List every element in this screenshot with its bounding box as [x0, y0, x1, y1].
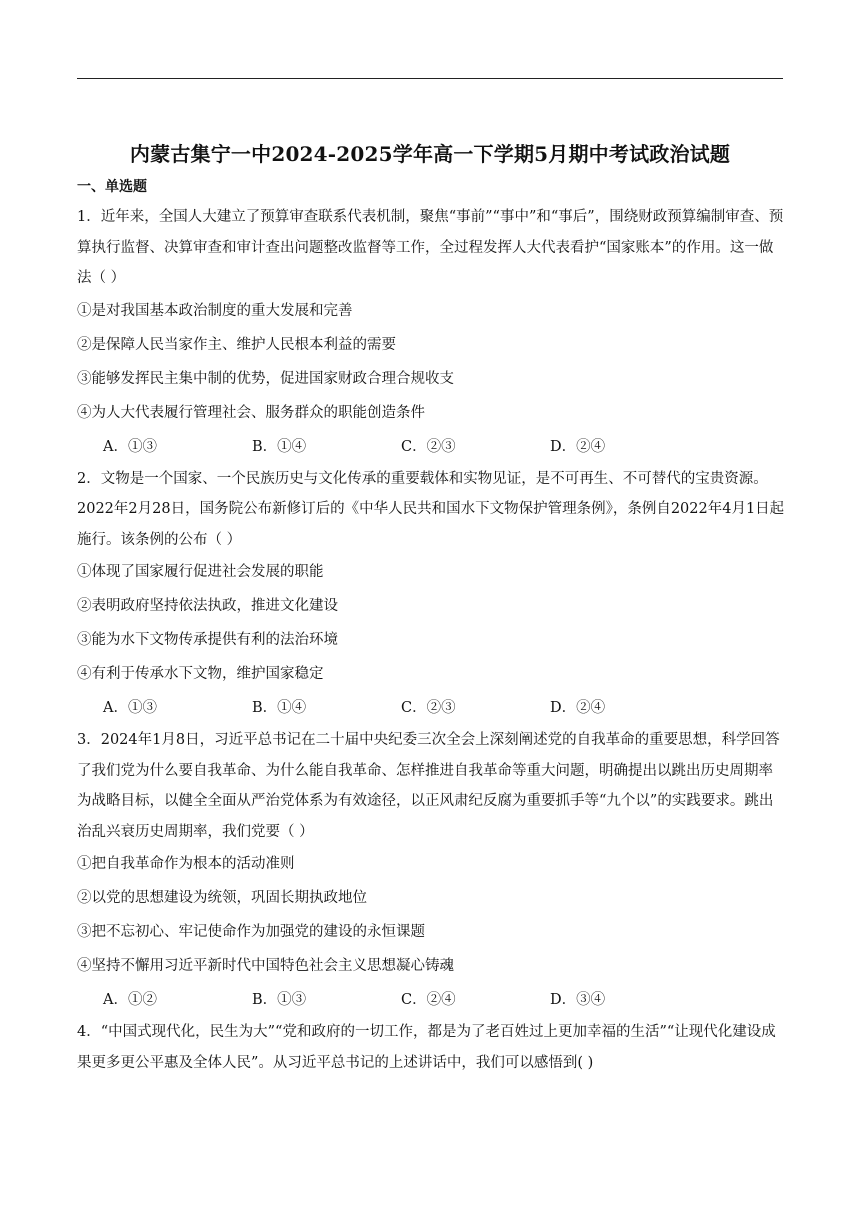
- statement-option: ③把不忘初心、牢记使命作为加强党的建设的永恒课题: [77, 924, 425, 940]
- question-2: [77, 464, 787, 726]
- choice-d: D．②④: [550, 700, 606, 716]
- statement-option: ①是对我国基本政治制度的重大发展和完善: [77, 302, 353, 319]
- question-stem: 3．2024年1月8日，习近平总书记在二十届中央纪委三次全会上深刻阐述党的自我革命的重要思想，科学回答了我们党为什么要自我革命、为什么能自我革命、怎样推进自我革命等重大问题，明确提出以跳出历史周期率为战略目标，以健全全面从严治党体系为有效途径，以正风肃纪反腐为重要抓手等“九个以”的实践要求。跳出治乱兴衰历史周期率，我们党要（ ）: [77, 732, 780, 840]
- section-heading: 一、单选题: [77, 179, 147, 195]
- choice-c: C．②③: [401, 438, 456, 455]
- question-list: [77, 202, 787, 1078]
- statement-option: ③能够发挥民主集中制的优势，促进国家财政合理合规收支: [77, 370, 454, 387]
- choice-d: D．②④: [550, 438, 606, 455]
- choice-a: A．①③: [103, 700, 157, 716]
- choice-a: A．①③: [103, 438, 157, 455]
- choice-c: C．②④: [401, 992, 456, 1008]
- statement-option: ①体现了国家履行促进社会发展的职能: [77, 564, 324, 580]
- statement-option: ②是保障人民当家作主、维护人民根本利益的需要: [77, 336, 396, 353]
- statement-option: ③能为水下文物传承提供有利的法治环境: [77, 632, 338, 648]
- answer-choices: [77, 691, 787, 725]
- question-stem: 1．近年来，全国人大建立了预算审查联系代表机制，聚焦“事前”“事中”和“事后”，围绕财政预算编制审查、预算执行监督、决算审查和审计查出问题整改监督等工作，全过程发挥人大代表看护“国家账本”的作用。这一做法（ ）: [77, 209, 784, 286]
- statement-option: ④为人大代表履行管理社会、服务群众的职能创造条件: [77, 404, 425, 421]
- header-rule: [77, 78, 783, 79]
- answer-choices: [77, 430, 787, 464]
- question-1: [77, 202, 787, 464]
- choice-b: B．①④: [252, 700, 307, 716]
- question-4: [77, 1017, 787, 1078]
- choice-c: C．②③: [401, 700, 456, 716]
- page-title: 内蒙古集宁一中2024-2025学年高一下学期5月期中考试政治试题: [129, 142, 731, 166]
- statement-option: ④有利于传承水下文物，维护国家稳定: [77, 666, 324, 682]
- choice-b: B．①③: [252, 992, 307, 1008]
- answer-choices: [77, 983, 787, 1017]
- statement-option: ①把自我革命作为根本的活动准则: [77, 856, 295, 872]
- question-stem: 4．“中国式现代化，民生为大”“党和政府的一切工作，都是为了老百姓过上更加幸福的生活”“让现代化建设成果更多更公平惠及全体人民”。从习近平总书记的上述讲话中，我们可以感悟到( ): [77, 1024, 776, 1071]
- question-stem: 2．文物是一个国家、一个民族历史与文化传承的重要载体和实物见证，是不可再生、不可替代的宝贵资源。2022年2月28日，国务院公布新修订后的《中华人民共和国水下文物保护管理条例》，条例自2022年4月1日起施行。该条例的公布（ ）: [77, 470, 785, 548]
- statement-option: ②以党的思想建设为统领，巩固长期执政地位: [77, 890, 367, 906]
- statement-option: ②表明政府坚持依法执政，推进文化建设: [77, 598, 338, 614]
- choice-d: D．③④: [550, 992, 606, 1008]
- choice-b: B．①④: [252, 438, 307, 455]
- choice-a: A．①②: [103, 992, 157, 1008]
- statement-option: ④坚持不懈用习近平新时代中国特色社会主义思想凝心铸魂: [77, 958, 454, 974]
- question-3: [77, 725, 787, 1017]
